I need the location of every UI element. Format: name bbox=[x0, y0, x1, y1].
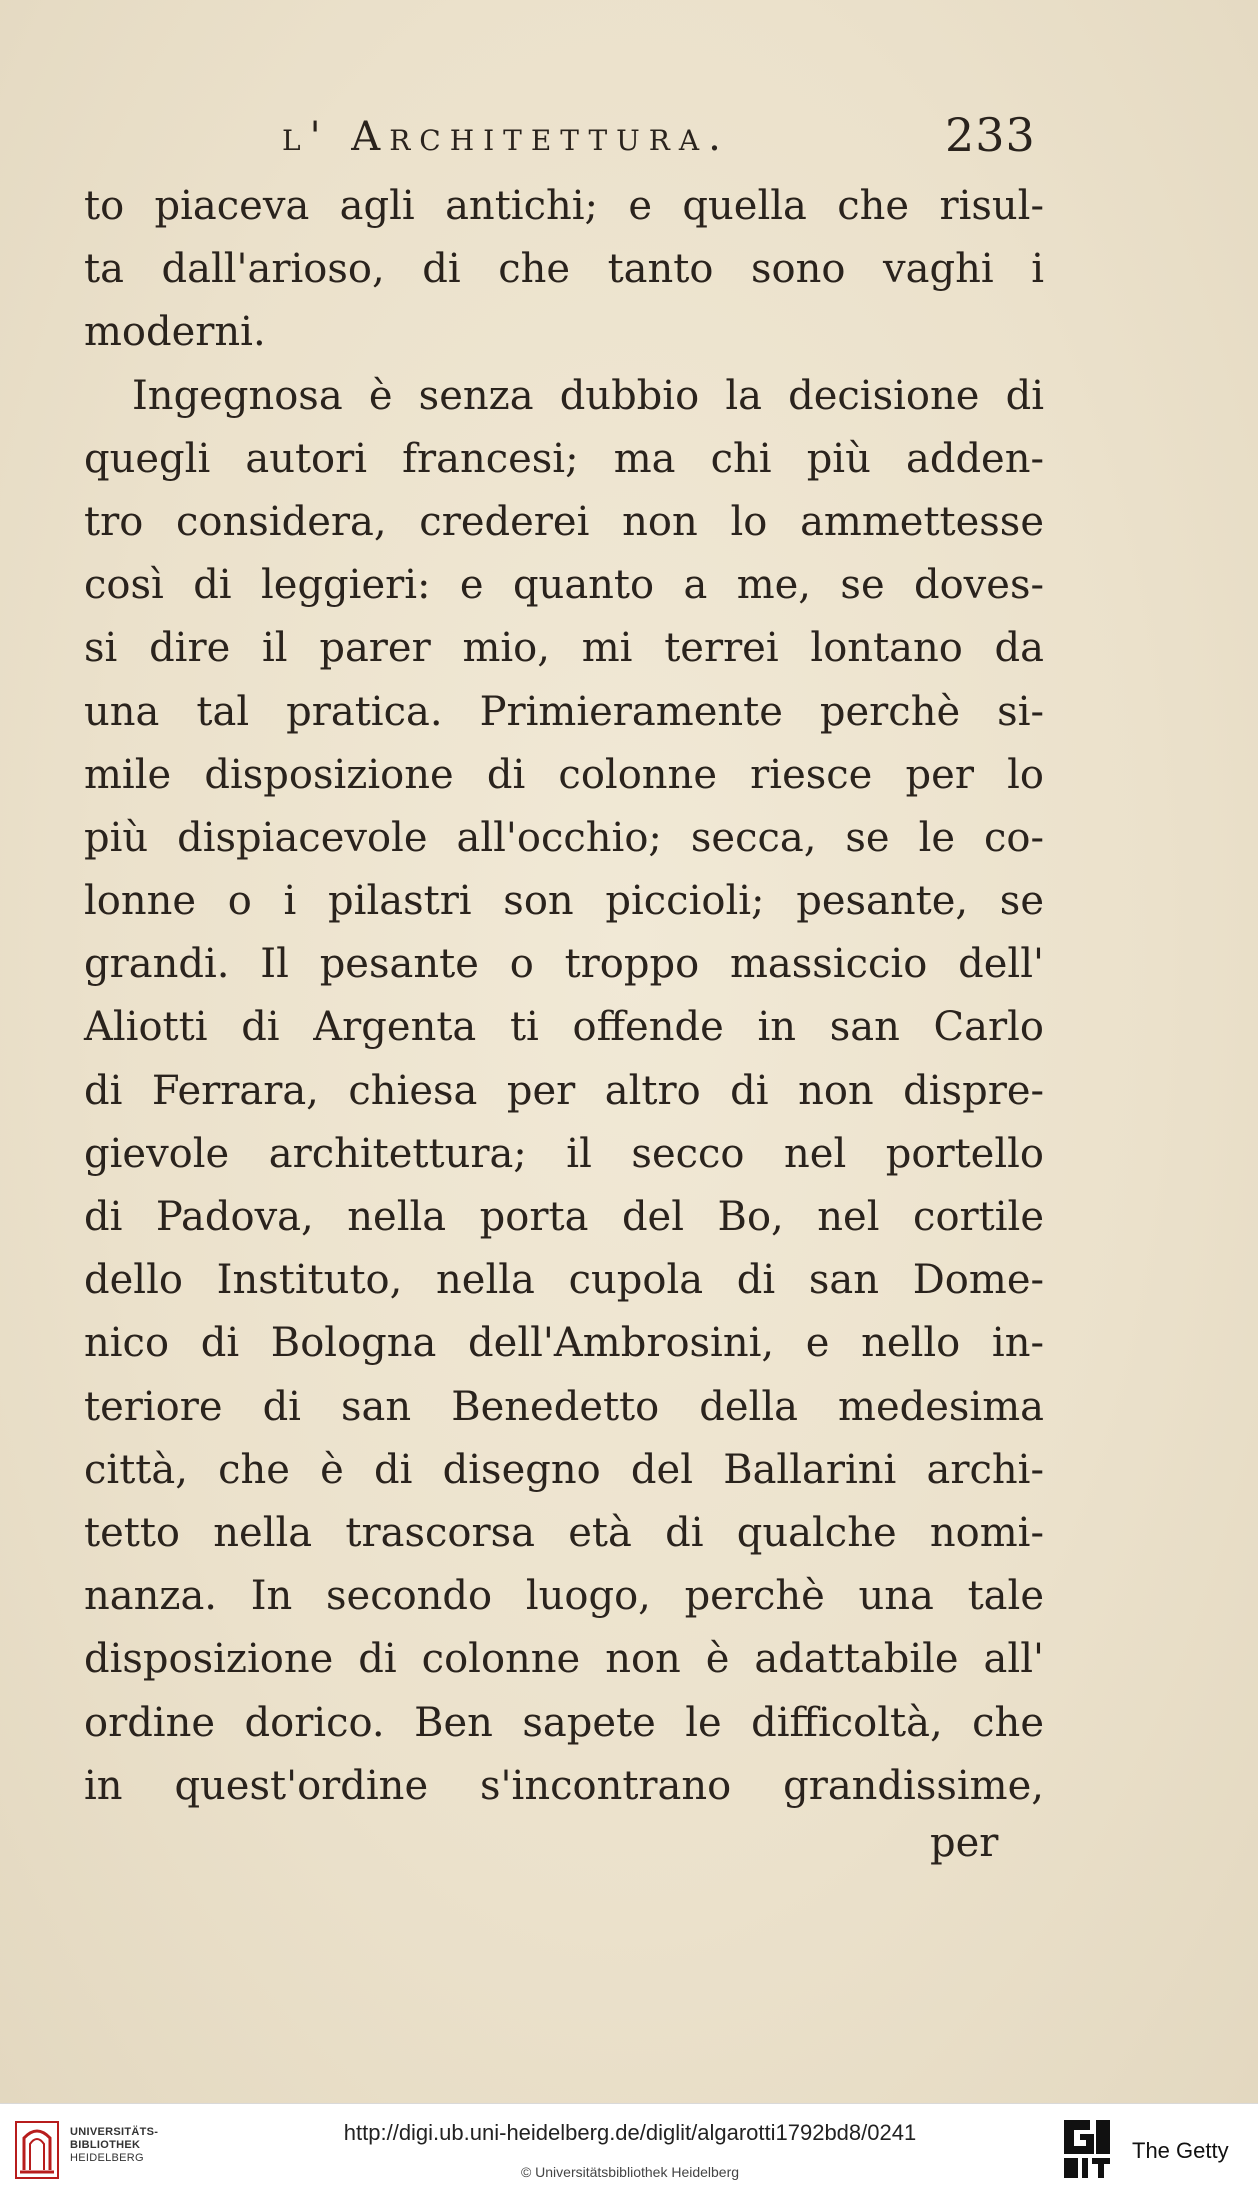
text-line: di Ferrara, chiesa per altro di non dispre- bbox=[84, 1067, 1044, 1114]
permalink-url[interactable]: http://digi.ub.uni-heidelberg.de/diglit/algarotti1792bd8/0241 bbox=[343, 2120, 917, 2145]
library-name-line: UNIVERSITÄTS- bbox=[70, 2126, 159, 2138]
text-line: quegli autori francesi; ma chi più adden- bbox=[84, 435, 1044, 482]
getty-name: The Getty bbox=[1132, 2138, 1229, 2163]
text-line: grandi. Il pesante o troppo massiccio dell' bbox=[84, 941, 1044, 988]
catchword: per bbox=[930, 1820, 999, 1866]
text-line: ordine dorico. Ben sapete le difficoltà, che bbox=[84, 1699, 1044, 1746]
text-line: così di leggieri: e quanto a me, se doves- bbox=[84, 562, 1044, 609]
text-line: Aliotti di Argenta ti offende in san Carlo bbox=[84, 1004, 1044, 1051]
text-line: più dispiacevole all'occhio; secca, se le co- bbox=[84, 814, 1044, 861]
text-line: to piaceva agli antichi; e quella che risul- bbox=[84, 183, 1044, 229]
text-line: ta dall'arioso, di che tanto sono vaghi i bbox=[84, 246, 1044, 293]
text-line: Ingegnosa è senza dubbio la decisione di bbox=[132, 372, 1044, 419]
university-library-name bbox=[70, 2126, 158, 2165]
text-line: nanza. In secondo luogo, perchè una tale bbox=[84, 1573, 1044, 1620]
text-line: moderni. bbox=[84, 309, 266, 356]
text-line: disposizione di colonne non è adattabile all' bbox=[84, 1636, 1044, 1683]
text-line: una tal pratica. Primieramente perchè si- bbox=[84, 688, 1044, 735]
running-head bbox=[0, 108, 1258, 168]
text-line: città, che è di disegno del Ballarini archi- bbox=[84, 1446, 1044, 1493]
copyright-notice: © Universitätsbibliothek Heidelberg bbox=[520, 2164, 740, 2180]
heidelberg-seal-icon bbox=[14, 2118, 60, 2182]
text-line: teriore di san Benedetto della medesima bbox=[84, 1383, 1044, 1430]
text-line: dello Instituto, nella cupola di san Dome- bbox=[84, 1257, 1044, 1304]
text-line: lonne o i pilastri son piccioli; pesante, se bbox=[84, 878, 1044, 925]
text-line: gievole architettura; il secco nel portello bbox=[84, 1130, 1044, 1177]
running-head-title: l' Architettura. bbox=[282, 114, 730, 160]
viewer-footer bbox=[0, 2103, 1258, 2194]
text-line: in quest'ordine s'incontrano grandissime, bbox=[84, 1762, 1044, 1809]
library-name-line: HEIDELBERG bbox=[70, 2152, 144, 2164]
text-line: tetto nella trascorsa età di qualche nomi- bbox=[84, 1509, 1044, 1556]
body-text bbox=[84, 175, 1044, 1818]
page-number: 233 bbox=[945, 108, 1036, 162]
getty-logo-icon[interactable] bbox=[1060, 2116, 1114, 2182]
text-line: si dire il parer mio, mi terrei lontano da bbox=[84, 625, 1044, 672]
university-library-logo[interactable] bbox=[14, 2118, 164, 2182]
text-line: mile disposizione di colonne riesce per lo bbox=[84, 751, 1044, 798]
library-name-line: BIBLIOTHEK bbox=[70, 2139, 141, 2151]
text-line: nico di Bologna dell'Ambrosini, e nello in- bbox=[84, 1320, 1044, 1367]
text-line: di Padova, nella porta del Bo, nel cortile bbox=[84, 1194, 1044, 1240]
text-line: tro considera, crederei non lo ammettesse bbox=[84, 498, 1044, 545]
